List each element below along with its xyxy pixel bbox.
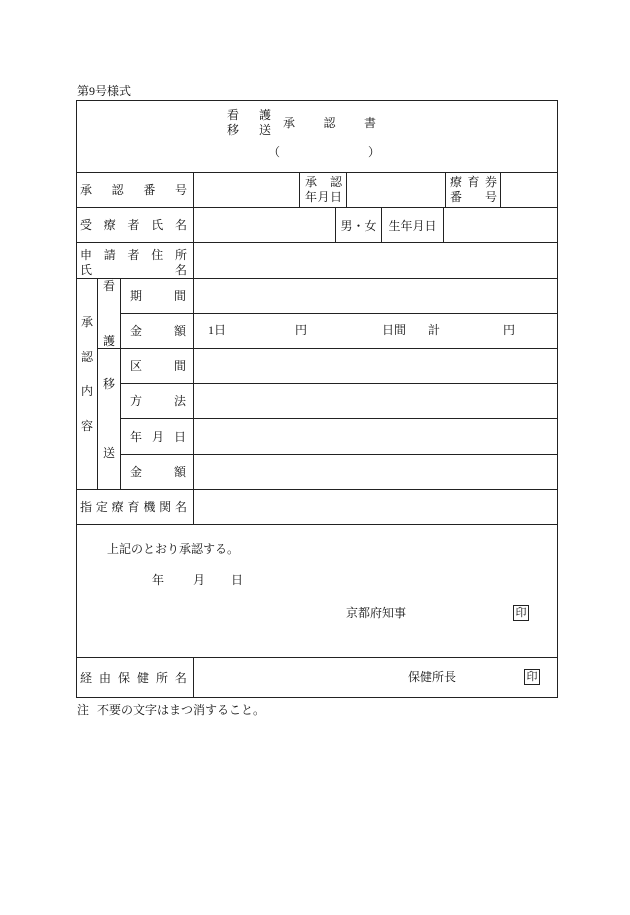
applicant-label-line2 — [80, 263, 187, 278]
amount-total: 計 — [428, 323, 441, 337]
title-option-nursing — [227, 109, 271, 121]
label-char: 区 — [130, 359, 143, 373]
health-center-label-cell — [76, 657, 194, 698]
approval-number-label-cell — [76, 172, 194, 208]
label-char: 移 — [227, 123, 240, 137]
label-char: 承 — [305, 175, 318, 189]
label-char: 健 — [136, 670, 149, 685]
approval-details-label — [76, 278, 98, 490]
label-char: 券 — [484, 175, 497, 189]
sex-options: 男・女 — [335, 207, 382, 243]
ticket-number-value — [500, 172, 558, 208]
patient-name-label — [80, 219, 187, 231]
label-char: 承 — [80, 315, 93, 329]
label-char: 者 — [127, 247, 140, 262]
label-char: 認 — [80, 349, 93, 364]
institution-value — [193, 489, 558, 525]
label-char: 療 — [103, 218, 116, 232]
transport-method-label — [130, 395, 186, 407]
label-char: 認 — [111, 183, 124, 197]
label-char: 護 — [102, 334, 115, 348]
approval-block — [76, 524, 558, 658]
label-char: 療 — [111, 500, 124, 514]
note-text: 不要の文字はまつ消すること。 — [97, 703, 266, 717]
title-paren-close: ） — [368, 145, 381, 159]
label-char: 号 — [484, 190, 497, 204]
transport-amount-value — [193, 454, 558, 490]
label-char: 由 — [98, 670, 111, 685]
label-char: 定 — [95, 500, 108, 514]
patient-name-label-cell — [76, 207, 194, 243]
title-block — [76, 100, 558, 173]
approval-date-label-line1 — [305, 175, 342, 190]
nursing-period-label-cell — [120, 278, 194, 314]
transport-amount-label-cell — [120, 454, 194, 490]
label-char: 機 — [143, 500, 156, 514]
label-char: 育 — [127, 500, 140, 514]
approval-year: 年 — [152, 573, 165, 587]
label-char: 月 — [151, 429, 164, 444]
health-center-seal: 印 — [524, 669, 540, 685]
label-char: 請 — [103, 247, 116, 262]
label-char: 名 — [174, 262, 187, 277]
label-char: 所 — [174, 247, 187, 262]
label-char: 送 — [102, 446, 115, 460]
transport-section-label — [130, 360, 186, 372]
health-center-label — [80, 672, 187, 684]
label-char: 内 — [80, 384, 93, 399]
birth-date-value — [443, 207, 558, 243]
approval-date-label-line2 — [305, 190, 342, 205]
applicant-value — [193, 242, 558, 279]
health-center-value — [193, 657, 558, 698]
label-char: 移 — [102, 377, 115, 391]
label-char: 看 — [102, 279, 115, 293]
label-char: 看 — [227, 108, 240, 122]
label-char: 療 — [450, 175, 463, 189]
health-center-signer: 保健所長 — [408, 670, 457, 684]
approval-month: 月 — [193, 573, 206, 587]
transport-method-value — [193, 383, 558, 419]
patient-name-value — [193, 207, 336, 243]
label-char: 氏 — [151, 218, 164, 232]
nursing-amount-value — [193, 313, 558, 349]
transport-section-label-cell — [120, 348, 194, 384]
label-char: 番 — [143, 183, 156, 197]
label-char: 送 — [258, 123, 271, 137]
nursing-amount-label — [130, 325, 186, 337]
ticket-number-label-line1 — [450, 175, 497, 190]
form-number: 第9号様式 — [77, 84, 132, 98]
label-char: 金 — [130, 324, 143, 338]
label-char: 号 — [174, 183, 187, 197]
amount-per-day: 1日 — [208, 323, 227, 337]
label-char: 認 — [323, 116, 336, 130]
transport-date-label — [130, 431, 186, 443]
label-char: 育 — [467, 175, 480, 189]
label-char: 申 — [80, 247, 93, 262]
label-char: 認 — [329, 175, 342, 189]
amount-days: 日間 — [382, 323, 407, 337]
nursing-amount-label-cell — [120, 313, 194, 349]
label-char: 承 — [283, 116, 296, 130]
title-option-transport — [227, 124, 271, 136]
ticket-number-label-line2 — [450, 190, 497, 205]
approval-number-label — [80, 184, 187, 196]
transport-label — [97, 348, 121, 490]
institution-label — [80, 501, 187, 513]
transport-date-value — [193, 418, 558, 455]
transport-amount-label — [130, 466, 186, 478]
institution-label-cell — [76, 489, 194, 525]
label-char: 金 — [130, 465, 143, 479]
ticket-number-label-cell — [445, 172, 501, 208]
nursing-label — [97, 278, 121, 349]
birth-date-label: 生年月日 — [381, 207, 444, 243]
nursing-period-value — [193, 278, 558, 314]
label-char: 護 — [258, 108, 271, 122]
label-char: 容 — [80, 418, 93, 433]
label-char: 書 — [363, 116, 376, 130]
label-char: 保 — [117, 670, 130, 685]
label-char: 間 — [173, 289, 186, 303]
label-char: 氏 — [80, 262, 93, 277]
label-char: 年 — [305, 190, 318, 204]
governor-signer: 京都府知事 — [346, 606, 407, 620]
approval-day: 日 — [231, 573, 244, 587]
title-paren-open: （ — [268, 145, 281, 159]
label-char: 所 — [155, 670, 168, 685]
applicant-label-line1 — [80, 248, 187, 263]
label-char: 番 — [450, 190, 463, 204]
approval-number-value — [193, 172, 300, 208]
label-char: 額 — [173, 324, 186, 338]
label-char: 日 — [173, 429, 186, 444]
label-char: 月 — [317, 190, 330, 204]
label-char: 名 — [174, 218, 187, 232]
nursing-period-label — [130, 290, 186, 302]
label-char: 承 — [80, 183, 93, 197]
transport-section-value — [193, 348, 558, 384]
approval-statement: 上記のとおり承認する。 — [107, 542, 240, 556]
transport-date-label-cell — [120, 418, 194, 455]
label-char: 日 — [329, 190, 342, 204]
label-char: 者 — [127, 218, 140, 232]
label-char: 関 — [159, 500, 172, 514]
label-char: 住 — [151, 247, 164, 262]
governor-seal: 印 — [513, 605, 529, 621]
applicant-label-cell — [76, 242, 194, 279]
label-char: 額 — [173, 465, 186, 479]
label-char: 名 — [174, 670, 187, 685]
transport-method-label-cell — [120, 383, 194, 419]
label-char: 法 — [173, 394, 186, 408]
label-char: 年 — [130, 429, 143, 444]
approval-date-value — [346, 172, 446, 208]
form-title — [283, 117, 376, 129]
amount-yen: 円 — [295, 323, 308, 337]
label-char: 指 — [80, 500, 93, 514]
label-char: 経 — [80, 670, 93, 685]
label-char: 方 — [130, 394, 143, 408]
label-char: 間 — [173, 359, 186, 373]
label-char: 期 — [130, 289, 143, 303]
label-char: 名 — [174, 500, 187, 514]
amount-total-yen: 円 — [503, 323, 516, 337]
note-mark: 注 — [77, 703, 90, 717]
approval-date-label-cell — [299, 172, 347, 208]
label-char: 受 — [80, 218, 93, 232]
